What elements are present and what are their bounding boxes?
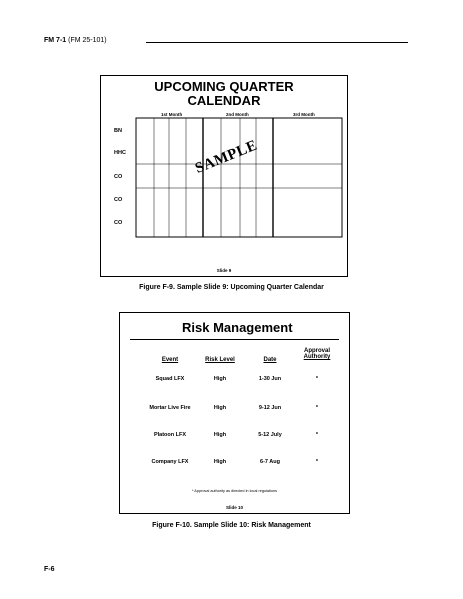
col-header-approval bbox=[292, 348, 342, 360]
row-label-co-2: CO bbox=[114, 197, 123, 203]
month-label-2: 2nd Month bbox=[226, 112, 249, 117]
approval-footnote bbox=[120, 489, 349, 493]
col-header-event-text: Event bbox=[161, 357, 179, 363]
col-header-risk bbox=[195, 357, 245, 363]
col-header-risk-text: Risk Level bbox=[205, 357, 235, 363]
figure-caption-f10: Figure F-10. Sample Slide 10: Risk Management bbox=[152, 522, 311, 529]
row-label-co-1: CO bbox=[114, 174, 123, 180]
col-header-event bbox=[145, 357, 195, 363]
row-3-date: 5-12 July bbox=[258, 432, 282, 438]
row-1-event: Squad LFX bbox=[155, 376, 185, 382]
col-header-date-text: Date bbox=[263, 357, 277, 363]
row-label-co-3: CO bbox=[114, 220, 123, 226]
row-3-approval: * bbox=[315, 432, 319, 438]
month-label-3: 3rd Month bbox=[293, 112, 315, 117]
slide-9-title-line2: CALENDAR bbox=[187, 93, 261, 108]
slide-10-title: Risk Management bbox=[182, 320, 293, 335]
slide-9-calendar bbox=[100, 75, 348, 277]
row-4-approval: * bbox=[315, 459, 319, 465]
row-1-approval: * bbox=[315, 376, 319, 382]
footnote-text: Approval authority as directed in local regulations bbox=[194, 489, 278, 493]
title-rule bbox=[130, 339, 339, 340]
row-2-event: Mortar Live Fire bbox=[149, 405, 191, 411]
header-text bbox=[44, 37, 107, 44]
month-label-1: 1st Month bbox=[161, 112, 183, 117]
header-doc-id: FM 7-1 bbox=[44, 37, 67, 44]
slide-9-title-line1: UPCOMING QUARTER bbox=[154, 79, 294, 94]
col-header-approval-line2: Authority bbox=[303, 354, 331, 360]
slide-10-risk-management bbox=[119, 312, 350, 514]
header-rule bbox=[146, 42, 408, 43]
row-2-date: 9-12 Jun bbox=[258, 405, 282, 411]
row-label-bn: BN bbox=[114, 128, 122, 134]
page-number: F-6 bbox=[44, 566, 55, 573]
row-1-risk: High bbox=[213, 376, 227, 382]
row-3-risk: High bbox=[213, 432, 227, 438]
row-2-risk: High bbox=[213, 405, 227, 411]
row-label-hhc: HHC bbox=[114, 150, 126, 156]
row-4-date: 6-7 Aug bbox=[260, 459, 280, 465]
row-4-event: Company LFX bbox=[151, 459, 189, 465]
row-3-event: Platoon LFX bbox=[153, 432, 187, 438]
row-2-approval: * bbox=[315, 405, 319, 411]
col-header-approval-line1: Approval bbox=[303, 348, 330, 354]
col-header-date bbox=[250, 357, 290, 363]
calendar-grid bbox=[101, 76, 347, 276]
header-alt-id: (FM 25-101) bbox=[68, 37, 107, 44]
slide-9-label: Slide 9 bbox=[216, 268, 232, 273]
sample-watermark: SAMPLE bbox=[193, 137, 260, 177]
slide-10-label: Slide 10 bbox=[225, 505, 243, 510]
row-4-risk: High bbox=[213, 459, 227, 465]
figure-caption-f9: Figure F-9. Sample Slide 9: Upcoming Quarter Calendar bbox=[139, 284, 324, 291]
footnote-marker: * bbox=[191, 489, 194, 493]
running-header bbox=[44, 37, 408, 49]
row-1-date: 1-30 Jun bbox=[258, 376, 282, 382]
